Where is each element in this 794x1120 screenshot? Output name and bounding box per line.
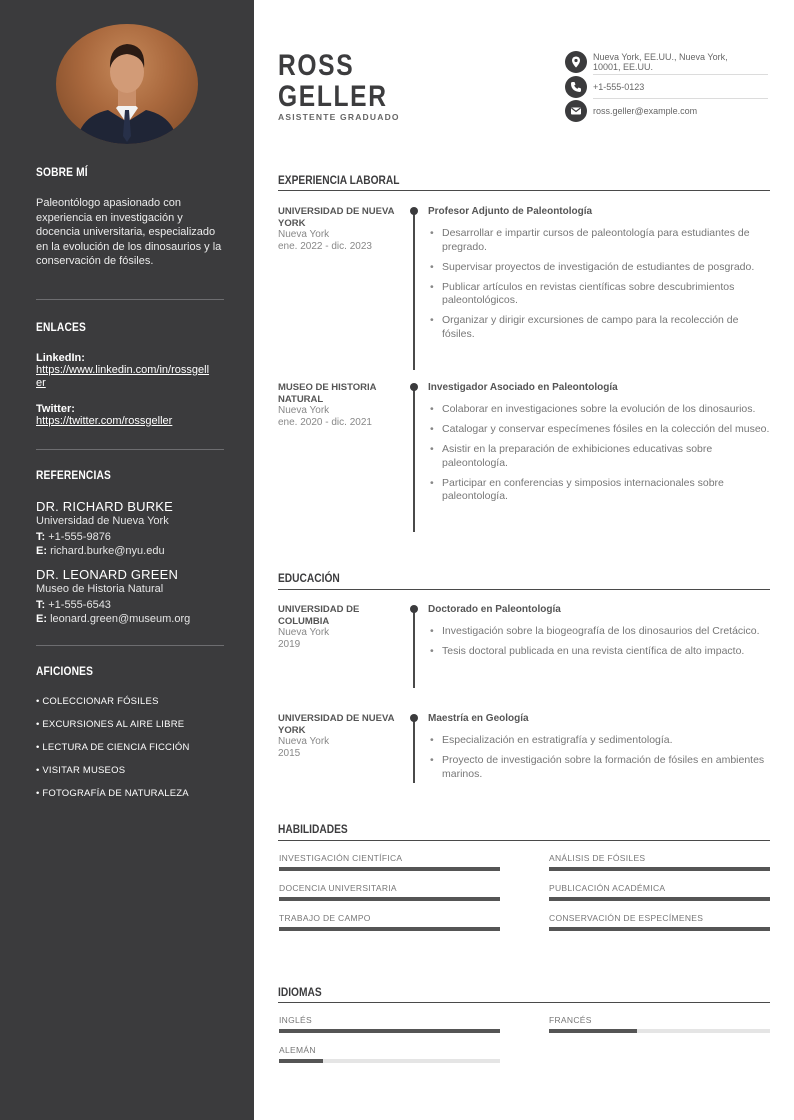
experience-heading: EXPERIENCIA LABORAL <box>278 173 400 187</box>
link-item-linkedin <box>36 352 224 390</box>
reference-email: E: richard.burke@nyu.edu <box>36 545 165 557</box>
email-text[interactable]: ross.geller@example.com <box>593 106 698 116</box>
skill-name: INVESTIGACIÓN CIENTÍFICA <box>279 853 403 863</box>
language-bar-fill <box>279 1029 500 1033</box>
bullet-item: • Desarrollar e impartir cursos de paleontología para estudiantes de pregrado. <box>428 227 770 254</box>
contact-divider <box>593 98 768 99</box>
language-name: ALEMÁN <box>279 1045 316 1055</box>
education-heading: EDUCACIÓN <box>278 571 340 585</box>
entry-position: Maestría en Geología <box>428 713 529 724</box>
entry-position: Profesor Adjunto de Paleontología <box>428 206 593 217</box>
entry-dates: 2015 <box>278 748 301 759</box>
hobbies-list <box>36 696 224 811</box>
skill-bar-fill <box>279 927 500 931</box>
bullet-item: • Especialización en estratigrafía y sedimentología. <box>428 734 770 748</box>
section-rule <box>278 1002 770 1003</box>
language-item <box>549 1015 770 1033</box>
references-section <box>36 468 224 626</box>
bullet-item: • Catalogar y conservar especímenes fósiles en la colección del museo. <box>428 423 770 437</box>
skill-bar-fill <box>549 927 770 931</box>
skill-name: CONSERVACIÓN DE ESPECÍMENES <box>549 913 704 923</box>
sidebar <box>0 0 254 1120</box>
skill-bar <box>279 897 500 901</box>
about-heading: SOBRE MÍ <box>36 165 88 179</box>
bullet-item: • Publicar artículos en revistas científicas sobre descubrimientos paleontológicos. <box>428 281 770 308</box>
location-pin-icon <box>565 51 587 73</box>
twitter-link[interactable]: https://twitter.com/rossgeller <box>36 415 173 427</box>
links-section <box>36 320 224 428</box>
language-name: FRANCÉS <box>549 1015 592 1025</box>
language-bar <box>279 1029 500 1033</box>
skills-heading: HABILIDADES <box>278 822 348 836</box>
linkedin-label: LinkedIn: <box>36 352 85 364</box>
phone-text: +1-555-0123 <box>593 82 645 92</box>
hobby-item: • EXCURSIONES AL AIRE LIBRE <box>36 719 185 730</box>
phone-icon <box>565 76 587 98</box>
bullet-item: • Colaborar en investigaciones sobre la evolución de los dinosaurios. <box>428 403 770 417</box>
entry-location: Nueva York <box>278 405 330 416</box>
skill-item <box>279 853 500 871</box>
skill-item <box>549 853 770 871</box>
twitter-label: Twitter: <box>36 403 75 415</box>
timeline-dot <box>410 714 418 722</box>
person-name: ROSS GELLER <box>278 49 388 113</box>
job-title: ASISTENTE GRADUADO <box>278 112 400 122</box>
skill-bar <box>279 867 500 871</box>
hobby-item: • FOTOGRAFÍA DE NATURALEZA <box>36 788 189 799</box>
skill-item <box>549 913 770 931</box>
skill-item <box>549 883 770 901</box>
skill-bar-fill <box>549 897 770 901</box>
about-section <box>36 165 224 269</box>
bullet-item: • Investigación sobre la biogeografía de los dinosaurios del Cretácico. <box>428 625 770 639</box>
hobby-item: • VISITAR MUSEOS <box>36 765 126 776</box>
timeline-dot <box>410 605 418 613</box>
reference-org: Museo de Historia Natural <box>36 583 164 595</box>
skill-bar <box>279 927 500 931</box>
entry-bullets <box>428 227 770 348</box>
skill-bar-fill <box>549 867 770 871</box>
reference-phone: T: +1-555-9876 <box>36 531 111 543</box>
entry-bullets <box>428 734 770 788</box>
language-bar-fill <box>279 1059 323 1063</box>
skill-name: PUBLICACIÓN ACADÉMICA <box>549 883 666 893</box>
reference-item <box>36 567 224 626</box>
entry-bullets <box>428 403 770 510</box>
skill-bar <box>549 867 770 871</box>
timeline-dot <box>410 383 418 391</box>
language-name: INGLÉS <box>279 1015 312 1025</box>
entry-organization: UNIVERSIDAD DE NUEVA YORK Nueva York 2015 <box>278 713 398 760</box>
section-rule <box>278 190 770 191</box>
reference-item <box>36 499 224 558</box>
hobbies-heading: AFICIONES <box>36 664 94 678</box>
language-bar-fill <box>549 1029 637 1033</box>
bullet-item: • Proyecto de investigación sobre la formación de fósiles en ambientes marinos. <box>428 754 770 781</box>
hobby-item: • COLECCIONAR FÓSILES <box>36 696 159 707</box>
bullet-item: • Asistir en la preparación de exhibiciones educativas sobre paleontología. <box>428 443 770 470</box>
entry-organization: UNIVERSIDAD DE NUEVA YORK Nueva York ene. 2022 - dic. 2023 <box>278 206 398 253</box>
entry-position: Investigador Asociado en Paleontología <box>428 382 618 393</box>
language-bar <box>549 1029 770 1033</box>
timeline-line <box>413 717 415 783</box>
reference-email: E: leonard.green@museum.org <box>36 613 191 625</box>
linkedin-link[interactable]: https://www.linkedin.com/in/rossgeller <box>36 364 210 389</box>
skill-name: DOCENCIA UNIVERSITARIA <box>279 883 397 893</box>
avatar <box>56 24 198 144</box>
contact-divider <box>593 74 768 75</box>
hobbies-section <box>36 664 224 811</box>
about-text: Paleontólogo apasionado con experiencia en investigación y docencia universitaria, especializado en la evolución de los dinosaurios y la conservación de fósiles. <box>36 197 222 268</box>
reference-org: Universidad de Nueva York <box>36 515 169 527</box>
timeline-line <box>413 210 415 370</box>
entry-dates: 2019 <box>278 639 301 650</box>
link-item-twitter <box>36 403 224 428</box>
entry-location: Nueva York <box>278 736 330 747</box>
timeline-line <box>413 608 415 688</box>
language-item <box>279 1045 500 1063</box>
skill-item <box>279 883 500 901</box>
section-rule <box>278 589 770 590</box>
references-heading: REFERENCIAS <box>36 468 111 482</box>
entry-dates: ene. 2020 - dic. 2021 <box>278 417 372 428</box>
timeline-line <box>413 386 415 532</box>
hobby-item: • LECTURA DE CIENCIA FICCIÓN <box>36 742 190 753</box>
address-text: Nueva York, EE.UU., Nueva York, 10001, EE.UU. <box>593 52 728 72</box>
skill-name: TRABAJO DE CAMPO <box>279 913 371 923</box>
skill-bar-fill <box>279 867 500 871</box>
links-heading: ENLACES <box>36 320 86 334</box>
entry-dates: ene. 2022 - dic. 2023 <box>278 241 372 252</box>
entry-bullets <box>428 625 770 665</box>
section-rule <box>278 840 770 841</box>
entry-organization: UNIVERSIDAD DE COLUMBIA Nueva York 2019 <box>278 604 398 651</box>
skill-item <box>279 913 500 931</box>
language-bar <box>279 1059 500 1063</box>
sidebar-divider <box>36 449 224 450</box>
entry-position: Doctorado en Paleontología <box>428 604 561 615</box>
skill-bar <box>549 897 770 901</box>
skill-name: ANÁLISIS DE FÓSILES <box>549 853 646 863</box>
bullet-item: • Participar en conferencias y simposios internacionales sobre paleontología. <box>428 477 770 504</box>
sidebar-divider <box>36 299 224 300</box>
timeline-dot <box>410 207 418 215</box>
bullet-item: • Tesis doctoral publicada en una revista científica de alto impacto. <box>428 645 770 659</box>
email-icon <box>565 100 587 122</box>
language-item <box>279 1015 500 1033</box>
bullet-item: • Organizar y dirigir excursiones de campo para la recolección de fósiles. <box>428 314 770 341</box>
entry-location: Nueva York <box>278 627 330 638</box>
reference-name: DR. RICHARD BURKE <box>36 499 174 514</box>
entry-location: Nueva York <box>278 229 330 240</box>
reference-phone: T: +1-555-6543 <box>36 599 111 611</box>
bullet-item: • Supervisar proyectos de investigación de estudiantes de posgrado. <box>428 261 770 275</box>
languages-heading: IDIOMAS <box>278 985 322 999</box>
skill-bar-fill <box>279 897 500 901</box>
sidebar-divider <box>36 645 224 646</box>
reference-name: DR. LEONARD GREEN <box>36 567 179 582</box>
skill-bar <box>549 927 770 931</box>
entry-organization: MUSEO DE HISTORIA NATURAL Nueva York ene. 2020 - dic. 2021 <box>278 382 398 429</box>
